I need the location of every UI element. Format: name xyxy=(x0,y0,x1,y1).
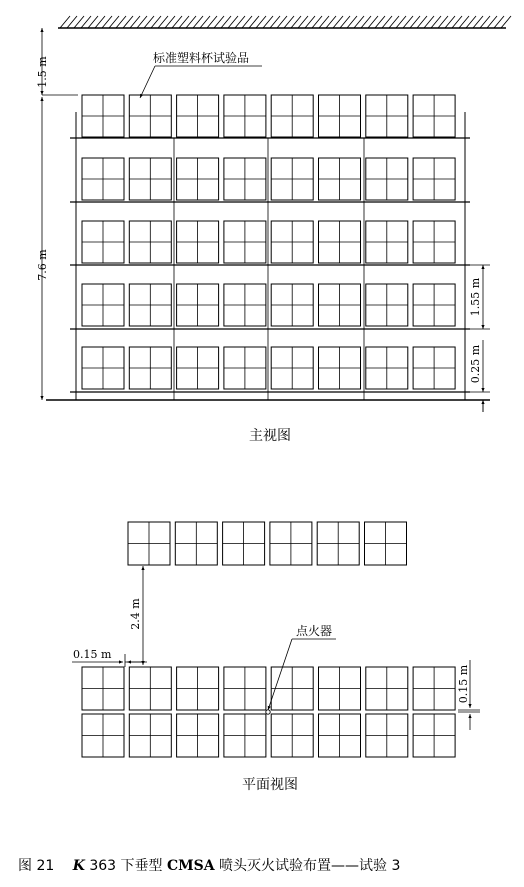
dim-flue-right: 0.15 m xyxy=(457,664,470,704)
plan-box-near-row xyxy=(319,667,361,710)
front-box xyxy=(271,284,313,326)
plan-box-near-row xyxy=(224,667,266,710)
plan-box-far-row xyxy=(223,522,265,565)
caption-prefix: 图 21 xyxy=(18,858,55,874)
front-box xyxy=(82,221,124,263)
front-box xyxy=(366,158,408,200)
plan-box-near-row xyxy=(82,667,124,710)
front-box xyxy=(224,158,266,200)
cup-label-leader xyxy=(140,66,262,98)
front-box xyxy=(224,95,266,137)
front-box xyxy=(129,284,171,326)
plan-box-near-row xyxy=(319,714,361,757)
front-box xyxy=(413,158,455,200)
front-box xyxy=(82,158,124,200)
dim-flue-left: 0.15 m xyxy=(73,648,112,661)
front-box xyxy=(271,347,313,389)
dim-tier-height: 1.55 m xyxy=(469,277,482,317)
figure-caption xyxy=(18,857,400,874)
front-box xyxy=(413,95,455,137)
igniter-point xyxy=(266,710,270,714)
plan-box-near-row xyxy=(129,667,171,710)
plan-box-far-row xyxy=(175,522,217,565)
front-box xyxy=(366,284,408,326)
plan-box-far-row xyxy=(365,522,407,565)
front-box xyxy=(224,284,266,326)
plan-box-near-row xyxy=(366,667,408,710)
front-box xyxy=(129,221,171,263)
dim-aisle-width: 2.4 m xyxy=(129,598,142,630)
ceiling xyxy=(58,16,511,28)
front-box xyxy=(366,221,408,263)
front-box xyxy=(177,158,219,200)
front-box xyxy=(319,95,361,137)
front-box xyxy=(413,284,455,326)
front-box xyxy=(82,347,124,389)
ceiling-hatch xyxy=(60,16,511,28)
dim-storage-height: 7.6 m xyxy=(36,249,49,281)
front-box xyxy=(82,284,124,326)
plan-box-near-row xyxy=(413,667,455,710)
front-box xyxy=(129,95,171,137)
plan-box-far-row xyxy=(270,522,312,565)
front-box xyxy=(319,347,361,389)
standard-plastic-cup-label: 标准塑料杯试验品 xyxy=(153,51,250,65)
caption-middle: 363 下垂型 xyxy=(89,858,167,874)
plan-box-near-row xyxy=(271,667,313,710)
dim-floor-clearance: 0.25 m xyxy=(469,344,482,384)
front-box xyxy=(177,284,219,326)
dim-ceiling-clearance: 1.5 m xyxy=(36,56,49,88)
caption-k: K xyxy=(72,858,85,874)
plan-box-near-row xyxy=(177,714,219,757)
front-box xyxy=(224,347,266,389)
front-view-commodity-boxes xyxy=(82,95,455,389)
plan-box-near-row xyxy=(366,714,408,757)
front-box xyxy=(366,347,408,389)
caption-cmsa: CMSA xyxy=(166,858,215,874)
front-box xyxy=(129,158,171,200)
plan-box-far-row xyxy=(317,522,359,565)
plan-box-far-row xyxy=(128,522,170,565)
front-box xyxy=(319,284,361,326)
igniter-label: 点火器 xyxy=(296,624,333,638)
plan-box-near-row xyxy=(177,667,219,710)
front-box xyxy=(319,158,361,200)
front-box xyxy=(271,221,313,263)
front-box xyxy=(413,347,455,389)
front-box xyxy=(271,95,313,137)
front-box xyxy=(224,221,266,263)
front-view-title: 主视图 xyxy=(249,428,291,444)
front-box xyxy=(129,347,171,389)
plan-box-near-row xyxy=(129,714,171,757)
front-box xyxy=(177,221,219,263)
front-box xyxy=(177,95,219,137)
plan-box-near-row xyxy=(271,714,313,757)
plan-box-near-row xyxy=(413,714,455,757)
caption-tail: 喷头灭火试验布置——试验 3 xyxy=(219,858,401,874)
plan-view-commodity-boxes xyxy=(82,522,455,757)
plan-box-near-row xyxy=(82,714,124,757)
front-box xyxy=(366,95,408,137)
front-box xyxy=(319,221,361,263)
front-box xyxy=(82,95,124,137)
plan-view-title: 平面视图 xyxy=(242,777,298,793)
plan-box-near-row xyxy=(224,714,266,757)
front-box xyxy=(271,158,313,200)
front-box xyxy=(413,221,455,263)
front-box xyxy=(177,347,219,389)
